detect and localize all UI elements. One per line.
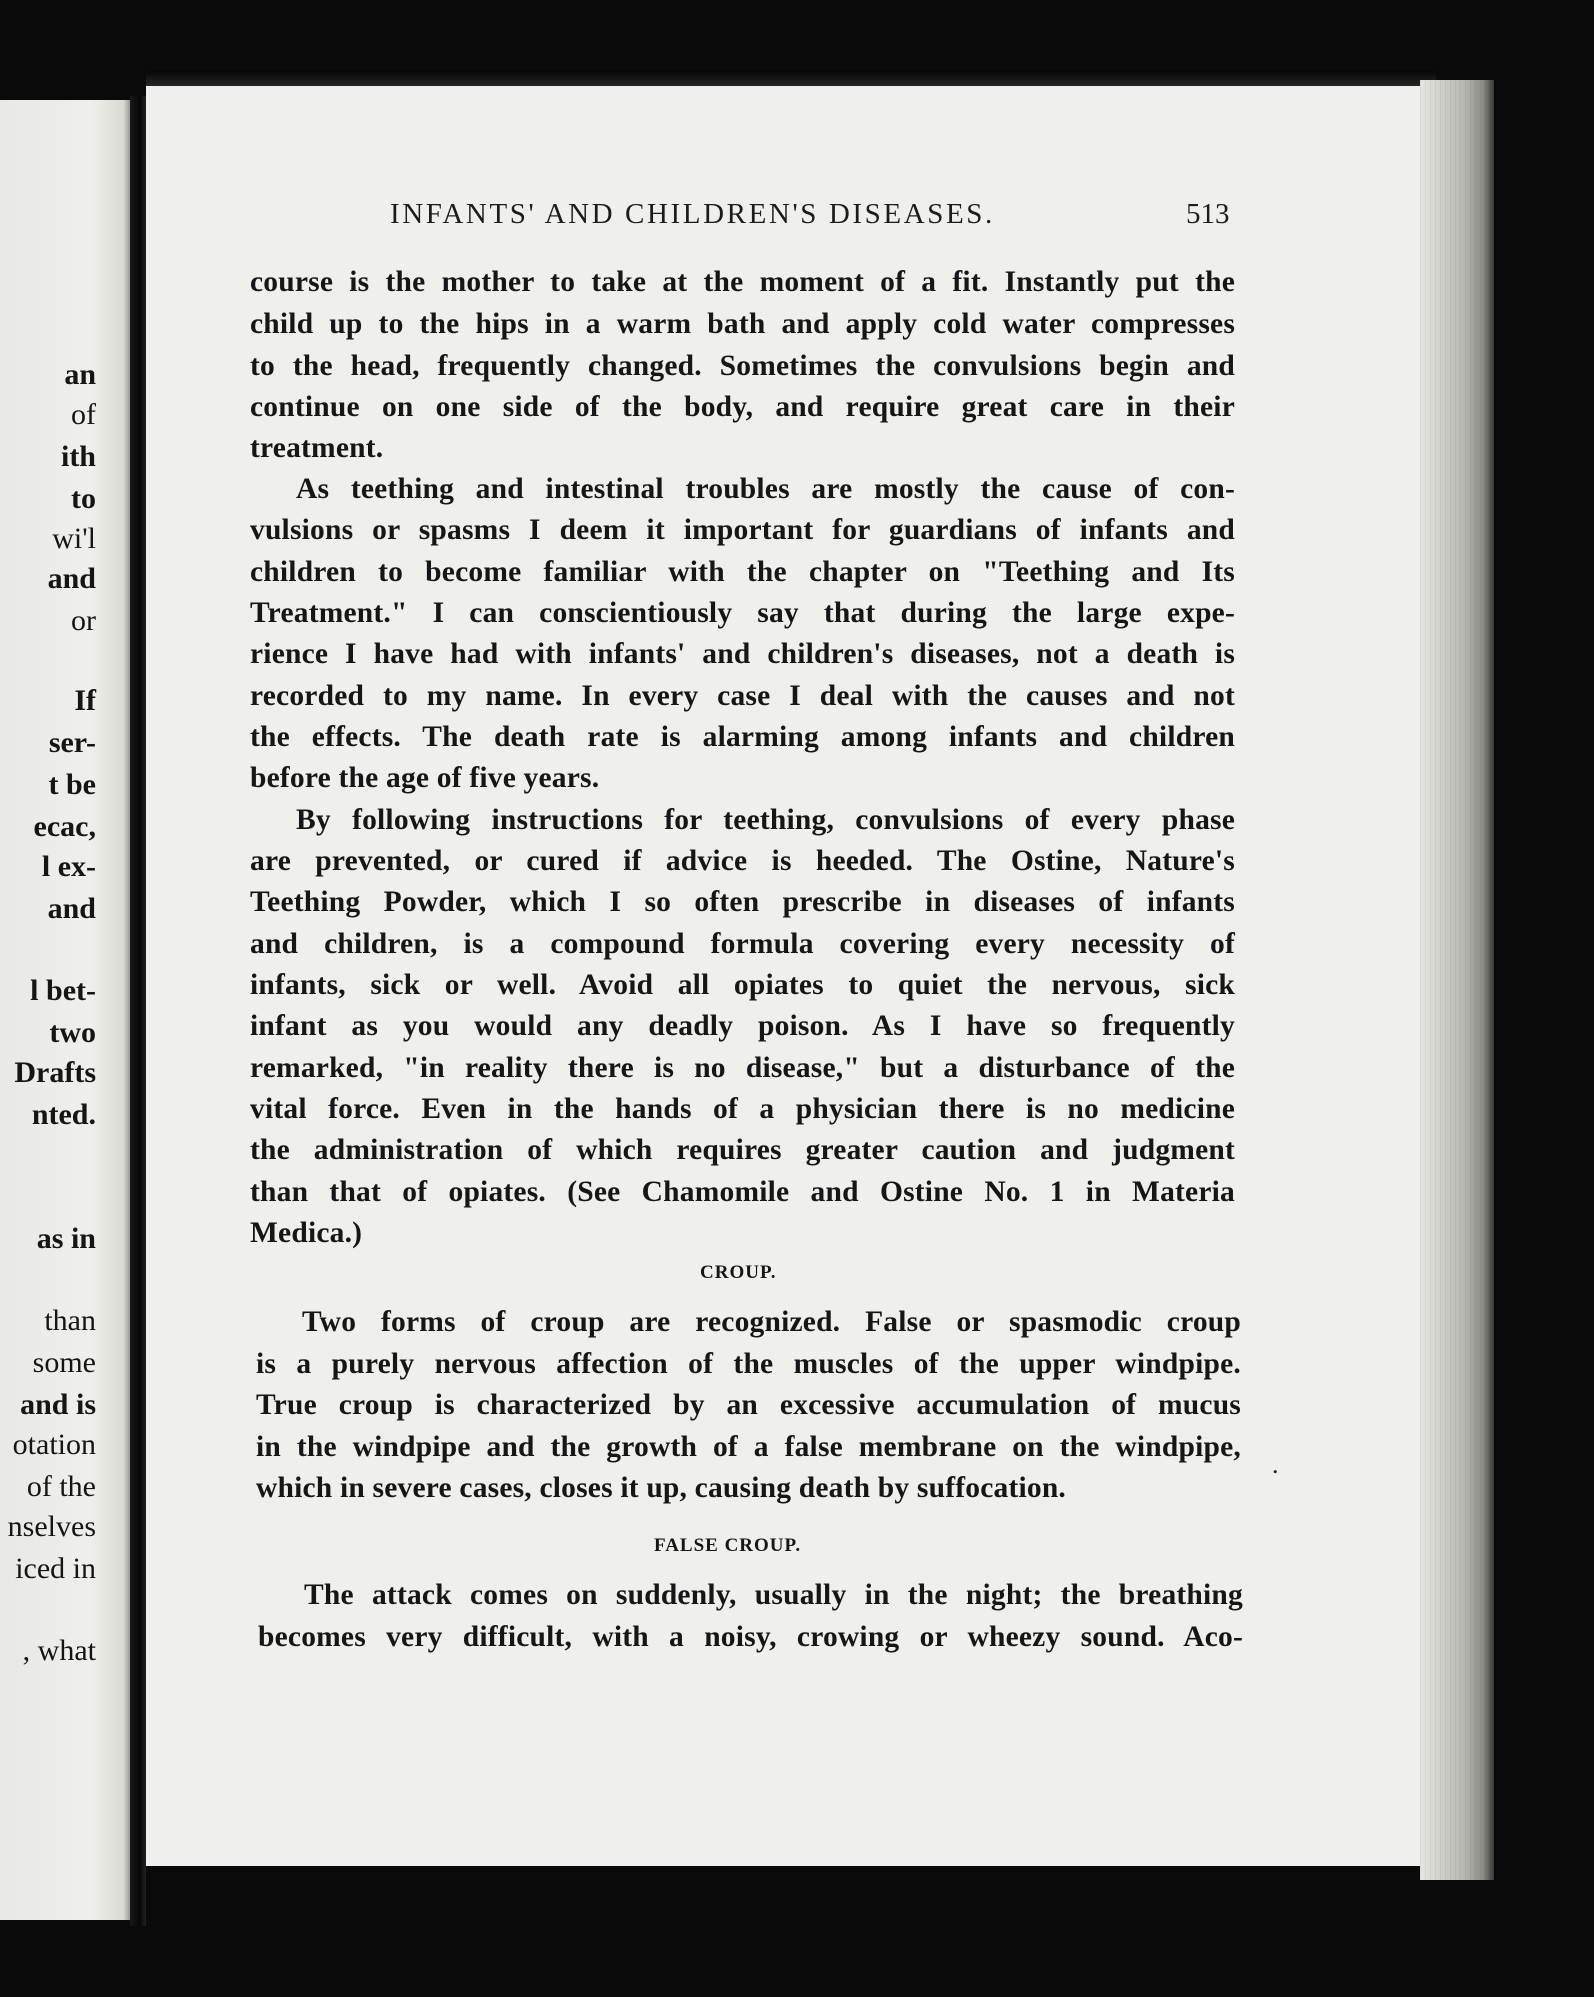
- text-line: vulsions or spasms I deem it important for guardians of infants and: [250, 514, 1235, 546]
- left-fragment: ecac,: [33, 810, 96, 843]
- left-fragment: an: [64, 358, 96, 391]
- left-fragment: nselves: [7, 1510, 96, 1543]
- text-line: Medica.): [250, 1217, 363, 1249]
- text-line: rience I have had with infants' and children's diseases, not a death is: [250, 638, 1235, 670]
- page-edge: [1420, 80, 1494, 1880]
- text-line: than that of opiates. (See Chamomile and Ostine No. 1 in Materia: [250, 1176, 1235, 1208]
- text-line: remarked, "in reality there is no disease," but a disturbance of the: [250, 1052, 1235, 1084]
- text-line: Treatment." I can conscientiously say that during the large expe-: [250, 597, 1235, 629]
- text-line: treatment.: [250, 432, 384, 464]
- left-fragment: ith: [60, 440, 96, 473]
- text-line: child up to the hips in a warm bath and apply cold water compresses: [250, 308, 1235, 340]
- left-fragment: and is: [20, 1388, 96, 1421]
- text-line: By following instructions for teething, convulsions of every phase: [296, 804, 1235, 836]
- section-heading-false-croup: FALSE CROUP.: [654, 1535, 802, 1556]
- left-fragment: t be: [48, 768, 96, 801]
- text-line: children to become familiar with the chapter on "Teething and Its: [250, 556, 1235, 588]
- left-fragment: two: [49, 1016, 96, 1049]
- text-line: As teething and intestinal troubles are mostly the cause of con-: [296, 473, 1235, 505]
- text-line: the effects. The death rate is alarming among infants and children: [250, 721, 1235, 753]
- text-line: becomes very difficult, with a noisy, crowing or wheezy sound. Aco-: [258, 1621, 1243, 1653]
- left-fragment: l bet-: [30, 974, 96, 1007]
- book-gutter: [130, 96, 146, 1926]
- text-line: infants, sick or well. Avoid all opiates to quiet the nervous, sick: [250, 969, 1235, 1001]
- left-fragment: , what: [22, 1634, 96, 1667]
- running-head: INFANTS' AND CHILDREN'S DISEASES.: [390, 198, 995, 230]
- text-line: to the head, frequently changed. Sometimes the convulsions begin and: [250, 350, 1235, 382]
- section-heading-croup: CROUP.: [700, 1262, 777, 1283]
- stray-mark: .: [1272, 1450, 1279, 1479]
- page-number: 513: [1186, 198, 1230, 230]
- text-line: Teething Powder, which I so often prescribe in diseases of infants: [250, 886, 1235, 918]
- left-fragment: l ex-: [41, 850, 96, 883]
- left-fragment: of the: [26, 1470, 96, 1503]
- left-fragment: and: [47, 562, 96, 595]
- left-facing-page: [0, 100, 130, 1920]
- text-line: before the age of five years.: [250, 762, 600, 794]
- left-fragment: otation: [12, 1428, 96, 1461]
- left-fragment: some: [32, 1346, 96, 1379]
- text-line: is a purely nervous affection of the muscles of the upper windpipe.: [256, 1348, 1241, 1380]
- text-line: recorded to my name. In every case I deal with the causes and not: [250, 680, 1235, 712]
- left-fragment: nted.: [31, 1098, 96, 1131]
- left-fragment: to: [71, 482, 96, 515]
- text-line: are prevented, or cured if advice is heeded. The Ostine, Nature's: [250, 845, 1235, 877]
- left-fragment: than: [44, 1304, 96, 1337]
- text-line: in the windpipe and the growth of a false membrane on the windpipe,: [256, 1431, 1241, 1463]
- left-fragment: If: [74, 684, 96, 717]
- text-line: infant as you would any deadly poison. As I have so frequently: [250, 1010, 1235, 1042]
- left-fragment: Drafts: [14, 1056, 96, 1089]
- left-fragment: wi'l: [52, 522, 96, 555]
- text-line: continue on one side of the body, and require great care in their: [250, 391, 1235, 423]
- left-fragment: ser-: [48, 726, 96, 759]
- text-line: course is the mother to take at the moment of a fit. Instantly put the: [250, 266, 1235, 298]
- text-line: the administration of which requires greater caution and judgment: [250, 1134, 1235, 1166]
- text-line: and children, is a compound formula covering every necessity of: [250, 928, 1235, 960]
- text-line: which in severe cases, closes it up, causing death by suffocation.: [256, 1472, 1067, 1504]
- text-line: The attack comes on suddenly, usually in the night; the breathing: [304, 1579, 1243, 1611]
- text-line: True croup is characterized by an excessive accumulation of mucus: [256, 1389, 1241, 1421]
- left-fragment: iced in: [15, 1552, 96, 1585]
- text-line: vital force. Even in the hands of a physician there is no medicine: [250, 1093, 1235, 1125]
- left-fragment: and: [47, 892, 96, 925]
- text-line: Two forms of croup are recognized. False or spasmodic croup: [302, 1306, 1241, 1338]
- left-fragment: as in: [36, 1222, 96, 1255]
- left-fragment: of: [71, 398, 96, 431]
- left-fragment: or: [71, 604, 96, 637]
